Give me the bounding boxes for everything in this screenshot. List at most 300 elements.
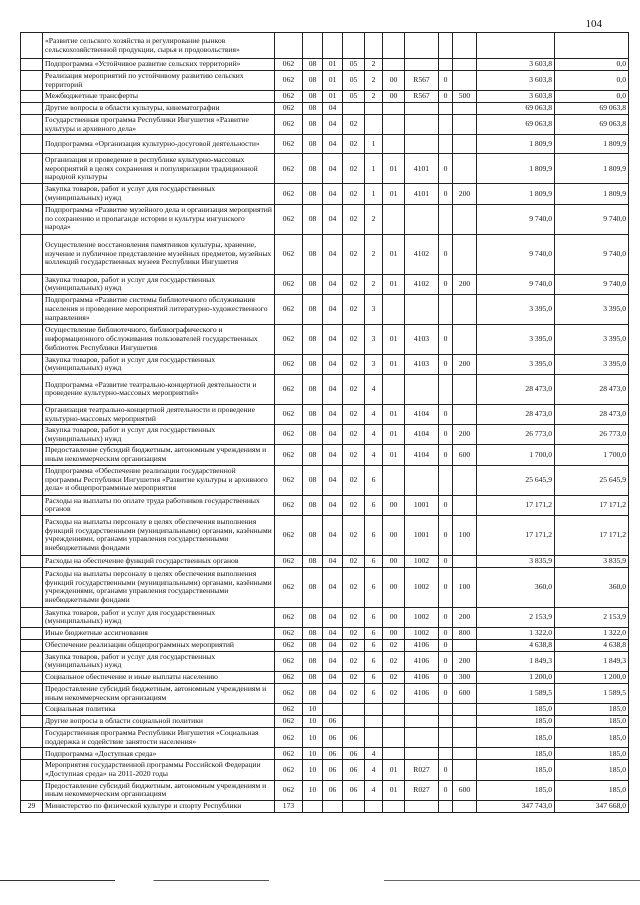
code-subsection: 01 bbox=[323, 71, 343, 91]
code-admin: 062 bbox=[275, 354, 303, 374]
code-program: 02 bbox=[343, 445, 365, 465]
code-subsection: 04 bbox=[323, 445, 343, 465]
amount-second: 185,0 bbox=[555, 704, 629, 716]
row-number bbox=[21, 780, 43, 800]
amount-second: 17 171,2 bbox=[555, 495, 629, 515]
code-program bbox=[343, 800, 365, 812]
code-subsection: 04 bbox=[323, 425, 343, 445]
amount-first: 28 473,0 bbox=[477, 374, 555, 404]
table-row bbox=[21, 374, 629, 404]
code-section: 08 bbox=[303, 135, 323, 154]
code-extra bbox=[439, 704, 453, 716]
code-subsection: 04 bbox=[323, 324, 343, 354]
code-admin: 062 bbox=[275, 639, 303, 651]
code-subsection: 04 bbox=[323, 567, 343, 607]
row-name: Организация театрально-концертной деятельности и проведение культурно-массовых мероприятий bbox=[43, 404, 275, 424]
code-program: 02 bbox=[343, 324, 365, 354]
code-subsection: 04 bbox=[323, 354, 343, 374]
row-name: Подпрограмма «Устойчивое развитие сельских территорий» bbox=[43, 59, 275, 71]
code-activity: 02 bbox=[383, 639, 405, 651]
amount-second: 17 171,2 bbox=[555, 515, 629, 555]
table-row bbox=[21, 103, 629, 115]
code-extra: 0 bbox=[439, 354, 453, 374]
code-subprogram: 2 bbox=[365, 204, 383, 234]
row-name: Закупка товаров, работ и услуг для государственных (муниципальных) нужд bbox=[43, 354, 275, 374]
code-program: 02 bbox=[343, 684, 365, 704]
code-extra: 0 bbox=[439, 555, 453, 567]
amount-second: 25 645,9 bbox=[555, 465, 629, 495]
code-subsection: 04 bbox=[323, 115, 343, 135]
code-direction: 1002 bbox=[405, 607, 439, 627]
amount-first: 1 700,0 bbox=[477, 445, 555, 465]
row-number bbox=[21, 627, 43, 639]
code-admin: 062 bbox=[275, 748, 303, 760]
amount-first: 1 809,9 bbox=[477, 154, 555, 184]
amount-first: 3 603,8 bbox=[477, 91, 555, 103]
code-section: 08 bbox=[303, 425, 323, 445]
code-admin: 062 bbox=[275, 760, 303, 780]
code-activity: 02 bbox=[383, 651, 405, 671]
code-admin: 062 bbox=[275, 567, 303, 607]
row-number bbox=[21, 135, 43, 154]
amount-first: 9 740,0 bbox=[477, 204, 555, 234]
code-program: 06 bbox=[343, 780, 365, 800]
code-subsection: 04 bbox=[323, 684, 343, 704]
code-extra bbox=[439, 748, 453, 760]
amount-second: 185,0 bbox=[555, 748, 629, 760]
code-subsection: 06 bbox=[323, 748, 343, 760]
row-number bbox=[21, 404, 43, 424]
code-expense-type bbox=[453, 294, 477, 324]
row-name: Социальная политика bbox=[43, 704, 275, 716]
code-program: 06 bbox=[343, 728, 365, 748]
table-row bbox=[21, 59, 629, 71]
code-direction bbox=[405, 59, 439, 71]
row-name: Закупка товаров, работ и услуг для государственных (муниципальных) нужд bbox=[43, 274, 275, 294]
code-section: 08 bbox=[303, 607, 323, 627]
table-row bbox=[21, 672, 629, 684]
code-direction: 4106 bbox=[405, 684, 439, 704]
amount-second: 9 740,0 bbox=[555, 234, 629, 274]
code-direction: 4101 bbox=[405, 184, 439, 204]
table-row bbox=[21, 184, 629, 204]
code-section bbox=[303, 33, 323, 59]
code-section: 08 bbox=[303, 59, 323, 71]
code-activity bbox=[383, 135, 405, 154]
table-row bbox=[21, 294, 629, 324]
code-section: 08 bbox=[303, 684, 323, 704]
code-program: 02 bbox=[343, 274, 365, 294]
code-extra bbox=[439, 465, 453, 495]
code-subsection: 06 bbox=[323, 716, 343, 728]
row-name: Предоставление субсидий бюджетным, автономным учреждениям и иным некоммерческим организациям bbox=[43, 684, 275, 704]
code-subprogram: 2 bbox=[365, 234, 383, 274]
code-section: 08 bbox=[303, 651, 323, 671]
row-name: Подпрограмма «Обеспечение реализации государственной программы Республики Ингушетия «Развитие культуры и архивного дела» и общепрограммные мероприятия bbox=[43, 465, 275, 495]
amount-first: 9 740,0 bbox=[477, 234, 555, 274]
code-program: 02 bbox=[343, 555, 365, 567]
amount-second: 185,0 bbox=[555, 780, 629, 800]
code-admin: 062 bbox=[275, 684, 303, 704]
code-subsection: 04 bbox=[323, 184, 343, 204]
code-activity: 00 bbox=[383, 71, 405, 91]
code-extra: 0 bbox=[439, 639, 453, 651]
code-admin: 062 bbox=[275, 274, 303, 294]
code-admin: 062 bbox=[275, 716, 303, 728]
row-name: Мероприятия государственной программы Российской Федерации «Доступная среда» на 2011-2020 годы bbox=[43, 760, 275, 780]
amount-first: 9 740,0 bbox=[477, 274, 555, 294]
code-extra: 0 bbox=[439, 274, 453, 294]
amount-second: 9 740,0 bbox=[555, 274, 629, 294]
code-activity: 01 bbox=[383, 154, 405, 184]
amount-second: 3 835,9 bbox=[555, 555, 629, 567]
row-name: Закупка товаров, работ и услуг для государственных (муниципальных) нужд bbox=[43, 607, 275, 627]
table-row bbox=[21, 555, 629, 567]
code-extra: 0 bbox=[439, 684, 453, 704]
row-name: Межбюджетные трансферты bbox=[43, 91, 275, 103]
row-name: Предоставление субсидий бюджетным, автономным учреждениям и иным некоммерческим организациям bbox=[43, 780, 275, 800]
code-activity bbox=[383, 294, 405, 324]
code-expense-type: 600 bbox=[453, 684, 477, 704]
amount-second: 1 809,9 bbox=[555, 154, 629, 184]
table-row bbox=[21, 445, 629, 465]
code-expense-type bbox=[453, 639, 477, 651]
code-section: 08 bbox=[303, 567, 323, 607]
row-name: Реализация мероприятий по устойчивому развитию сельских территорий bbox=[43, 71, 275, 91]
code-section: 10 bbox=[303, 748, 323, 760]
code-expense-type bbox=[453, 115, 477, 135]
amount-first: 17 171,2 bbox=[477, 495, 555, 515]
code-admin: 062 bbox=[275, 651, 303, 671]
amount-second: 28 473,0 bbox=[555, 374, 629, 404]
row-name: Подпрограмма «Развитие системы библиотечного обслуживания населения и проведение мероприятий литературно-художественного направления» bbox=[43, 294, 275, 324]
row-number bbox=[21, 354, 43, 374]
amount-first: 3 395,0 bbox=[477, 324, 555, 354]
amount-second: 360,0 bbox=[555, 567, 629, 607]
code-subsection: 04 bbox=[323, 627, 343, 639]
table-row bbox=[21, 515, 629, 555]
amount-first: 360,0 bbox=[477, 567, 555, 607]
row-number bbox=[21, 91, 43, 103]
code-extra: 0 bbox=[439, 780, 453, 800]
code-program bbox=[343, 103, 365, 115]
code-expense-type: 200 bbox=[453, 184, 477, 204]
code-admin: 062 bbox=[275, 184, 303, 204]
code-subprogram: 6 bbox=[365, 515, 383, 555]
row-number bbox=[21, 445, 43, 465]
code-program: 02 bbox=[343, 495, 365, 515]
code-expense-type: 600 bbox=[453, 780, 477, 800]
code-program: 02 bbox=[343, 115, 365, 135]
code-direction: 1002 bbox=[405, 627, 439, 639]
row-number bbox=[21, 115, 43, 135]
amount-second: 9 740,0 bbox=[555, 204, 629, 234]
code-subprogram: 4 bbox=[365, 425, 383, 445]
code-activity bbox=[383, 33, 405, 59]
amount-second: 4 638,8 bbox=[555, 639, 629, 651]
code-activity: 00 bbox=[383, 627, 405, 639]
code-activity: 00 bbox=[383, 91, 405, 103]
code-program: 02 bbox=[343, 135, 365, 154]
code-subprogram: 6 bbox=[365, 639, 383, 651]
code-direction: R567 bbox=[405, 91, 439, 103]
row-number bbox=[21, 704, 43, 716]
code-activity: 00 bbox=[383, 607, 405, 627]
code-subsection: 04 bbox=[323, 154, 343, 184]
code-activity: 00 bbox=[383, 515, 405, 555]
code-program: 02 bbox=[343, 354, 365, 374]
code-activity bbox=[383, 115, 405, 135]
code-subsection: 04 bbox=[323, 294, 343, 324]
code-subprogram: 3 bbox=[365, 294, 383, 324]
code-subprogram: 6 bbox=[365, 555, 383, 567]
row-number bbox=[21, 425, 43, 445]
table-row bbox=[21, 651, 629, 671]
row-name: Иные бюджетные ассигнования bbox=[43, 627, 275, 639]
amount-second: 1 700,0 bbox=[555, 445, 629, 465]
code-activity bbox=[383, 465, 405, 495]
code-subprogram: 2 bbox=[365, 274, 383, 294]
row-number bbox=[21, 71, 43, 91]
code-direction: 4104 bbox=[405, 425, 439, 445]
code-direction: 4104 bbox=[405, 404, 439, 424]
code-admin: 062 bbox=[275, 465, 303, 495]
code-expense-type bbox=[453, 404, 477, 424]
code-subprogram: 6 bbox=[365, 465, 383, 495]
code-extra bbox=[439, 294, 453, 324]
code-activity bbox=[383, 704, 405, 716]
code-section: 08 bbox=[303, 627, 323, 639]
code-direction bbox=[405, 728, 439, 748]
code-program: 02 bbox=[343, 465, 365, 495]
code-extra: 0 bbox=[439, 404, 453, 424]
code-program: 06 bbox=[343, 760, 365, 780]
code-admin: 062 bbox=[275, 154, 303, 184]
table-row bbox=[21, 607, 629, 627]
code-activity bbox=[383, 103, 405, 115]
code-admin: 062 bbox=[275, 425, 303, 445]
amount-second: 28 473,0 bbox=[555, 404, 629, 424]
row-number bbox=[21, 495, 43, 515]
code-extra: 0 bbox=[439, 445, 453, 465]
code-program bbox=[343, 716, 365, 728]
code-direction: R027 bbox=[405, 760, 439, 780]
code-activity: 02 bbox=[383, 672, 405, 684]
code-activity bbox=[383, 748, 405, 760]
code-extra: 0 bbox=[439, 760, 453, 780]
amount-first bbox=[477, 33, 555, 59]
code-program: 02 bbox=[343, 672, 365, 684]
code-subsection: 06 bbox=[323, 780, 343, 800]
code-admin: 062 bbox=[275, 728, 303, 748]
code-extra: 0 bbox=[439, 495, 453, 515]
code-direction bbox=[405, 294, 439, 324]
code-activity: 02 bbox=[383, 684, 405, 704]
code-program: 02 bbox=[343, 639, 365, 651]
code-activity: 01 bbox=[383, 445, 405, 465]
code-direction bbox=[405, 716, 439, 728]
code-activity bbox=[383, 800, 405, 812]
code-section: 10 bbox=[303, 704, 323, 716]
code-direction bbox=[405, 374, 439, 404]
code-direction bbox=[405, 748, 439, 760]
code-expense-type bbox=[453, 103, 477, 115]
code-admin: 062 bbox=[275, 204, 303, 234]
amount-first: 185,0 bbox=[477, 760, 555, 780]
amount-first: 1 589,5 bbox=[477, 684, 555, 704]
code-expense-type: 200 bbox=[453, 607, 477, 627]
code-subprogram: 1 bbox=[365, 135, 383, 154]
code-direction: R567 bbox=[405, 71, 439, 91]
code-subprogram: 3 bbox=[365, 324, 383, 354]
code-expense-type bbox=[453, 324, 477, 354]
code-admin: 062 bbox=[275, 91, 303, 103]
table-row bbox=[21, 800, 629, 812]
table-row bbox=[21, 33, 629, 59]
code-subsection: 06 bbox=[323, 760, 343, 780]
code-subprogram bbox=[365, 716, 383, 728]
code-activity: 00 bbox=[383, 495, 405, 515]
table-row bbox=[21, 71, 629, 91]
code-section: 08 bbox=[303, 404, 323, 424]
amount-second: 185,0 bbox=[555, 760, 629, 780]
amount-first: 26 773,0 bbox=[477, 425, 555, 445]
code-section: 08 bbox=[303, 154, 323, 184]
code-program: 02 bbox=[343, 234, 365, 274]
code-activity: 01 bbox=[383, 780, 405, 800]
code-admin bbox=[275, 33, 303, 59]
code-subsection: 01 bbox=[323, 91, 343, 103]
code-direction bbox=[405, 704, 439, 716]
amount-second: 347 668,0 bbox=[555, 800, 629, 812]
code-direction: 4102 bbox=[405, 274, 439, 294]
code-subsection: 04 bbox=[323, 274, 343, 294]
row-number bbox=[21, 639, 43, 651]
amount-first: 69 063,8 bbox=[477, 103, 555, 115]
code-direction: 4103 bbox=[405, 324, 439, 354]
code-section: 08 bbox=[303, 115, 323, 135]
code-program: 02 bbox=[343, 607, 365, 627]
code-subprogram: 4 bbox=[365, 760, 383, 780]
code-subsection: 04 bbox=[323, 607, 343, 627]
code-subsection bbox=[323, 704, 343, 716]
code-extra: 0 bbox=[439, 651, 453, 671]
code-admin: 062 bbox=[275, 294, 303, 324]
code-activity bbox=[383, 728, 405, 748]
code-subprogram: 2 bbox=[365, 59, 383, 71]
code-subsection: 04 bbox=[323, 465, 343, 495]
row-name: Осуществление восстановления памятников культуры, хранение, изучение и публичное представление музейных предметов, музейных коллекций государственных музеев Республики Ингушетия bbox=[43, 234, 275, 274]
code-subprogram bbox=[365, 800, 383, 812]
code-extra: 0 bbox=[439, 71, 453, 91]
code-section: 08 bbox=[303, 555, 323, 567]
code-expense-type bbox=[453, 204, 477, 234]
table-row bbox=[21, 639, 629, 651]
row-number bbox=[21, 716, 43, 728]
row-name: Министерство по физической культуре и спорту Республики bbox=[43, 800, 275, 812]
code-extra bbox=[439, 103, 453, 115]
table-row bbox=[21, 495, 629, 515]
row-name: Предоставление субсидий бюджетным, автономным учреждениям и иным некоммерческим организациям bbox=[43, 445, 275, 465]
row-number bbox=[21, 515, 43, 555]
code-section: 08 bbox=[303, 184, 323, 204]
row-name: Государственная программа Республики Ингушетия «Развитие культуры и архивного дела» bbox=[43, 115, 275, 135]
table-row bbox=[21, 115, 629, 135]
amount-second: 3 395,0 bbox=[555, 324, 629, 354]
code-extra bbox=[439, 204, 453, 234]
row-name: Расходы на выплаты персоналу в целях обеспечения выполнения функций государственными (муниципальными) органами, казёнными учреждениями, органами управления государственными внебюджетными фондами bbox=[43, 515, 275, 555]
row-number bbox=[21, 324, 43, 354]
code-direction: 1001 bbox=[405, 495, 439, 515]
code-expense-type bbox=[453, 135, 477, 154]
table-row bbox=[21, 567, 629, 607]
row-name: «Развитие сельского хозяйства и регулирование рынков сельскохозяйственной продукции, сырья и продовольствия» bbox=[43, 33, 275, 59]
amount-first: 185,0 bbox=[477, 748, 555, 760]
code-direction: 1002 bbox=[405, 555, 439, 567]
code-activity bbox=[383, 59, 405, 71]
code-admin: 062 bbox=[275, 59, 303, 71]
amount-first: 17 171,2 bbox=[477, 515, 555, 555]
code-program: 05 bbox=[343, 91, 365, 103]
code-admin: 173 bbox=[275, 800, 303, 812]
code-extra bbox=[439, 728, 453, 748]
code-admin: 062 bbox=[275, 555, 303, 567]
amount-second: 26 773,0 bbox=[555, 425, 629, 445]
code-extra: 0 bbox=[439, 154, 453, 184]
amount-second: 185,0 bbox=[555, 728, 629, 748]
code-activity bbox=[383, 716, 405, 728]
code-program: 02 bbox=[343, 204, 365, 234]
code-expense-type bbox=[453, 465, 477, 495]
row-number bbox=[21, 154, 43, 184]
code-subprogram: 4 bbox=[365, 780, 383, 800]
code-direction bbox=[405, 33, 439, 59]
code-subprogram: 6 bbox=[365, 672, 383, 684]
row-number bbox=[21, 204, 43, 234]
table-row bbox=[21, 780, 629, 800]
code-program bbox=[343, 33, 365, 59]
amount-first: 1 849,3 bbox=[477, 651, 555, 671]
code-subprogram bbox=[365, 115, 383, 135]
code-section: 08 bbox=[303, 515, 323, 555]
row-name: Осуществление библиотечного, библиографического и информационного обслуживания пользователей государственных библиотек Республики Ингушетия bbox=[43, 324, 275, 354]
code-section: 08 bbox=[303, 354, 323, 374]
table-row bbox=[21, 274, 629, 294]
code-expense-type bbox=[453, 234, 477, 274]
code-admin: 062 bbox=[275, 404, 303, 424]
amount-first: 185,0 bbox=[477, 780, 555, 800]
row-name: Социальное обеспечение и иные выплаты населению bbox=[43, 672, 275, 684]
code-subprogram: 2 bbox=[365, 71, 383, 91]
row-number bbox=[21, 274, 43, 294]
code-extra bbox=[439, 33, 453, 59]
code-expense-type bbox=[453, 374, 477, 404]
code-direction: 4106 bbox=[405, 672, 439, 684]
row-number bbox=[21, 567, 43, 607]
code-activity: 01 bbox=[383, 760, 405, 780]
code-expense-type: 100 bbox=[453, 567, 477, 607]
code-extra bbox=[439, 800, 453, 812]
amount-first: 2 153,9 bbox=[477, 607, 555, 627]
code-subsection: 04 bbox=[323, 374, 343, 404]
row-name: Подпрограмма «Организация культурно-досуговой деятельности» bbox=[43, 135, 275, 154]
code-activity: 00 bbox=[383, 555, 405, 567]
row-name: Закупка товаров, работ и услуг для государственных (муниципальных) нужд bbox=[43, 651, 275, 671]
row-name: Расходы на выплаты по оплате труда работников государственных органов bbox=[43, 495, 275, 515]
row-name: Другие вопросы в области культуры, кинематографии bbox=[43, 103, 275, 115]
code-extra: 0 bbox=[439, 234, 453, 274]
code-subsection: 01 bbox=[323, 59, 343, 71]
